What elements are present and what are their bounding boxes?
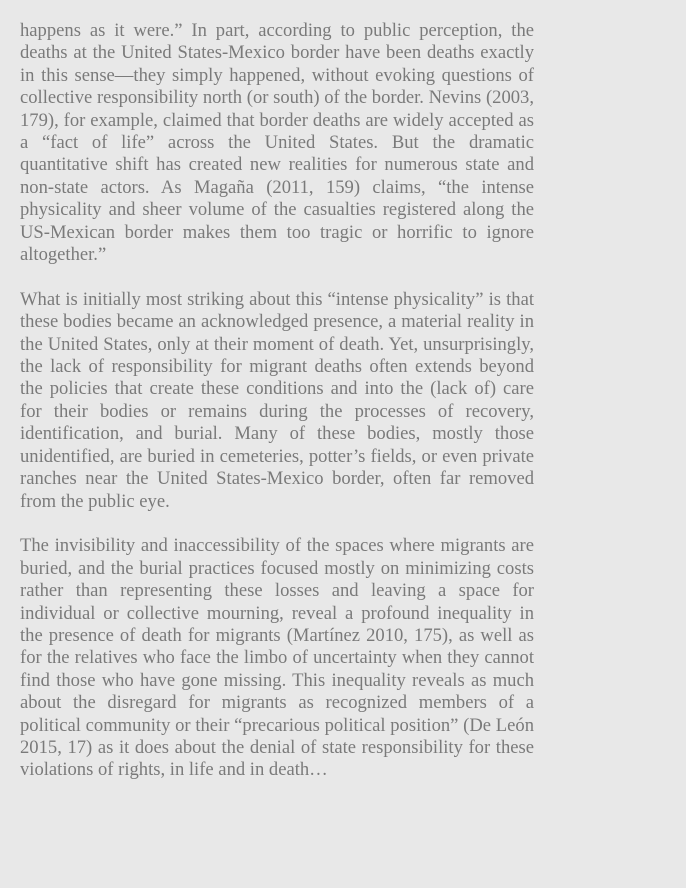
- paragraph-1: happens as it were.” In part, according to public perception, the deaths at the United States-Mexico border have been deaths exactly in this sense—they simply happened, without evoking questions of collective responsibility north (or south) of the border. Nevins (2003, 179), for example, claimed that border deaths are widely accepted as a “fact of life” across the United States. But the dramatic quantitative shift has created new realities for numerous state and non-state actors. As Magaña (2011, 159) claims, “the intense physicality and sheer volume of the casualties registered along the US-Mexican border makes them too tragic or horrific to ignore altogether.”: [20, 20, 534, 266]
- document-body: [20, 20, 534, 782]
- paragraph-2: What is initially most striking about this “intense physicality” is that these bodies became an acknowledged presence, a material reality in the United States, only at their moment of death. Yet, unsurprisingly, the lack of responsibility for migrant deaths often extends beyond the policies that create these conditions and into the (lack of) care for their bodies or remains during the processes of recovery, identification, and burial. Many of these bodies, mostly those unidentified, are buried in cemeteries, potter’s fields, or even private ranches near the United States-Mexico border, often far removed from the public eye.: [20, 288, 534, 512]
- paragraph-3: The invisibility and inaccessibility of the spaces where migrants are buried, and the burial practices focused mostly on minimizing costs rather than representing these losses and leaving a space for individual or collective mourning, reveal a profound inequality in the presence of death for migrants (Martínez 2010, 175), as well as for the relatives who face the limbo of uncertainty when they cannot find those who have gone missing. This inequality reveals as much about the disregard for migrants as recognized members of a political community or their “precarious political position” (De León 2015, 17) as it does about the denial of state responsibility for these violations of rights, in life and in death…: [20, 535, 534, 781]
